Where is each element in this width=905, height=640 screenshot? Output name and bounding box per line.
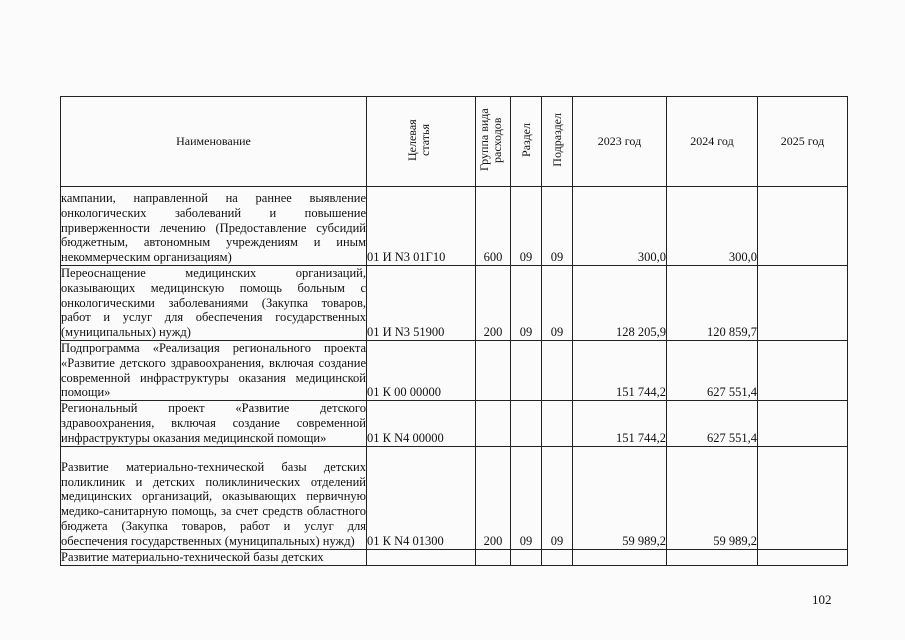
row-2024: 627 551,4	[667, 401, 758, 446]
row-2023: 59 989,2	[573, 446, 667, 549]
row-section	[511, 340, 542, 400]
row-section: 09	[511, 266, 542, 341]
row-2025	[758, 401, 848, 446]
row-section: 09	[511, 446, 542, 549]
row-2023	[573, 549, 667, 565]
row-group	[476, 340, 511, 400]
row-group: 200	[476, 446, 511, 549]
row-name: Переоснащение медицинских организаций, оказывающих медицинскую помощь больным с онкологическими заболеваниями (Закупка товаров, работ и услуг для обеспечения государственных (муниципальных) нужд)	[61, 266, 366, 340]
table-row	[61, 187, 848, 266]
table-row	[61, 446, 848, 549]
table-row	[61, 340, 848, 400]
row-2024	[667, 549, 758, 565]
header-2023: 2023 год	[573, 97, 667, 187]
row-name: кампании, направленной на раннее выявление онкологических заболеваний и повышение приверженности лечению (Предоставление субсидий бюджетным, автономным учреждениям и иным некоммерческим организациям)	[61, 187, 367, 266]
budget-table	[60, 96, 848, 566]
row-code: 01 И N3 51900	[367, 266, 476, 341]
row-code: 01 К 00 00000	[367, 340, 476, 400]
row-2025	[758, 549, 848, 565]
header-target-article: Целевая статья	[367, 97, 476, 187]
row-2023: 151 744,2	[573, 401, 667, 446]
row-subsection: 09	[542, 187, 573, 266]
row-2025	[758, 266, 848, 341]
row-group	[476, 549, 511, 565]
row-name: Развитие материально-технической базы детских поликлиник и детских поликлинических отделений медицинских организаций, оказывающих первичную медико-санитарную помощь, за счет средств областного бюджета (Закупка товаров, работ и услуг для обеспечения государственных (муниципальных) нужд)	[61, 446, 367, 549]
row-2024: 300,0	[667, 187, 758, 266]
header-section: Раздел	[511, 97, 542, 187]
table-header-row	[61, 97, 848, 187]
row-name: Развитие материально-технической базы детских	[61, 549, 367, 565]
row-subsection	[542, 340, 573, 400]
row-2023: 151 744,2	[573, 340, 667, 400]
header-2024: 2024 год	[667, 97, 758, 187]
row-2025	[758, 446, 848, 549]
row-2025	[758, 187, 848, 266]
row-2024: 120 859,7	[667, 266, 758, 341]
row-code	[367, 549, 476, 565]
row-2024: 59 989,2	[667, 446, 758, 549]
row-subsection	[542, 401, 573, 446]
row-subsection: 09	[542, 446, 573, 549]
row-code: 01 К N4 00000	[367, 401, 476, 446]
row-2023: 300,0	[573, 187, 667, 266]
row-2023: 128 205,9	[573, 266, 667, 341]
table-row	[61, 266, 848, 341]
row-section	[511, 401, 542, 446]
table-row	[61, 549, 848, 565]
header-name: Наименование	[61, 97, 367, 187]
row-code: 01 И N3 01Г10	[367, 187, 476, 266]
row-group: 200	[476, 266, 511, 341]
row-name: Подпрограмма «Реализация регионального проекта «Развитие детского здравоохранения, включая создание современной инфраструктуры оказания медицинской помощи»	[61, 340, 366, 400]
row-name: Региональный проект «Развитие детского здравоохранения, включая создание современной инфраструктуры оказания медицинской помощи»	[61, 401, 366, 445]
table-row	[61, 401, 848, 446]
row-2025	[758, 340, 848, 400]
header-subsection: Подраздел	[542, 97, 573, 187]
header-expense-group: Группа вида расходов	[476, 97, 511, 187]
row-subsection	[542, 549, 573, 565]
row-2024: 627 551,4	[667, 340, 758, 400]
header-2025: 2025 год	[758, 97, 848, 187]
row-section	[511, 549, 542, 565]
row-subsection: 09	[542, 266, 573, 341]
row-group	[476, 401, 511, 446]
row-group: 600	[476, 187, 511, 266]
page-number: 102	[812, 592, 832, 607]
row-section: 09	[511, 187, 542, 266]
row-code: 01 К N4 01300	[367, 446, 476, 549]
